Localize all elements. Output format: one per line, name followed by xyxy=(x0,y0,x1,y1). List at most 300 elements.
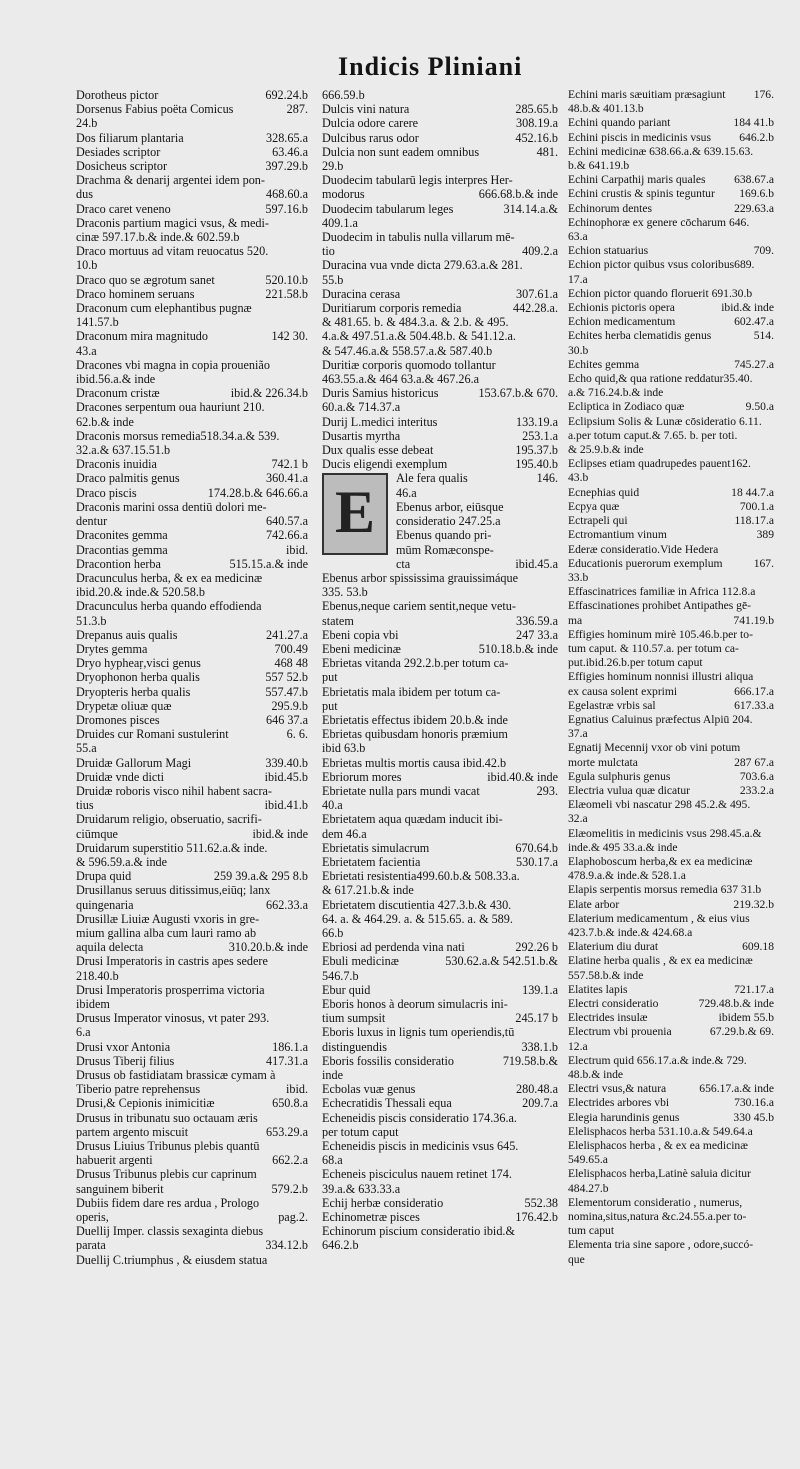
index-entry-line xyxy=(76,258,308,272)
index-entry-line xyxy=(76,1111,308,1125)
index-entry-reference: 167. xyxy=(753,556,774,570)
index-entry-text: 33.b xyxy=(568,570,589,584)
index-entry-line xyxy=(322,912,558,926)
index-entry-reference: 186.1.a xyxy=(272,1039,308,1054)
index-entry-line xyxy=(76,599,308,613)
index-entry-reference: 719.58.b.& xyxy=(502,1053,558,1068)
index-entry-line xyxy=(568,614,774,628)
index-entry-line xyxy=(568,926,774,940)
index-entry-text: Electrum quid 656.17.a.& inde.& 729. xyxy=(568,1053,747,1067)
index-entry-text: Duracina vua vnde dicta 279.63.a.& 281. xyxy=(322,258,523,273)
index-entry-line xyxy=(568,457,774,471)
index-entry-text: Draconis marini ossa dentiū dolori me- xyxy=(76,499,267,514)
index-entry-reference: 666.17.a xyxy=(734,684,774,698)
index-entry-text: Draconis partium magici vsus, & medi- xyxy=(76,215,269,230)
index-entry-reference: 308.19.a xyxy=(516,116,558,131)
index-entry-text: Duellij C.triumphus , & eiusdem statua xyxy=(76,1252,268,1267)
index-entry-line xyxy=(322,131,558,145)
index-entry-text: per totum caput xyxy=(322,1124,399,1139)
index-entry-line xyxy=(322,329,558,343)
index-entry-line xyxy=(568,528,774,542)
index-entry-text: Druidarum superstitio 511.62.a.& inde. xyxy=(76,840,268,855)
index-entry-line xyxy=(568,1096,774,1110)
index-entry-text: Duritiæ corporis quomodo tollantur xyxy=(322,357,496,372)
index-entry-text: 37.a xyxy=(568,727,588,741)
index-entry-line xyxy=(568,855,774,869)
index-entry-text: ciūmque xyxy=(76,826,118,841)
index-entry-text: & 596.59.a.& inde xyxy=(76,854,168,869)
index-entry-text: Dracunculus herba quando effodienda xyxy=(76,599,262,614)
index-entry-line xyxy=(568,1153,774,1167)
index-entry-text: mūm Romæconspe- xyxy=(396,542,494,557)
index-entry-text: 463.55.a.& 464 63.a.& 467.26.a xyxy=(322,372,480,387)
index-entry-line xyxy=(322,1068,558,1082)
index-entry-line xyxy=(322,642,558,656)
index-entry-line xyxy=(568,244,774,258)
index-entry-line xyxy=(322,287,558,301)
index-entry-line xyxy=(76,415,308,429)
index-entry-text: Dracontias gemma xyxy=(76,542,168,557)
index-entry-line xyxy=(322,954,558,968)
index-entry-text: b.& 641.19.b xyxy=(568,159,630,173)
index-entry-text: Draconis inuidia xyxy=(76,457,157,472)
index-entry-line xyxy=(76,756,308,770)
index-entry-line xyxy=(76,273,308,287)
index-entry-text: Echini maris sæuitiam præsagiunt xyxy=(568,88,726,101)
index-entry-text: 666.59.b xyxy=(322,88,365,102)
index-entry-line xyxy=(76,400,308,414)
index-entry-text: Ecbolas vuæ genus xyxy=(322,1082,416,1097)
index-entry-line xyxy=(76,770,308,784)
index-entry-text: 557.58.b.& inde xyxy=(568,968,644,982)
index-entry-line xyxy=(568,187,774,201)
index-entry-text: Educationis puerorum exemplum xyxy=(568,556,723,570)
index-entry-text: Draco quo se ægrotum sanet xyxy=(76,272,215,287)
index-entry-reference: 557 52.b xyxy=(265,670,308,685)
index-entry-line xyxy=(568,329,774,343)
index-entry-line xyxy=(76,329,308,343)
index-entry-line xyxy=(568,713,774,727)
index-entry-line xyxy=(568,1025,774,1039)
index-entry-reference: 330 45.b xyxy=(733,1110,774,1124)
index-entry-line xyxy=(322,883,558,897)
index-entry-reference: 133.19.a xyxy=(516,414,558,429)
index-entry-line xyxy=(76,926,308,940)
index-entry-line xyxy=(76,528,308,542)
index-entry-line xyxy=(322,372,558,386)
index-entry-reference: 597.16.b xyxy=(265,201,308,216)
index-entry-line xyxy=(322,1082,558,1096)
index-entry-line xyxy=(568,969,774,983)
index-entry-text: Elaterium medicamentum , & eius vius xyxy=(568,911,750,925)
index-entry-line xyxy=(76,841,308,855)
index-entry-reference: 153.67.b.& 670. xyxy=(478,386,558,401)
index-entry-text: Eboris luxus in lignis tum operiendis,tū xyxy=(322,1025,515,1040)
index-entry-text: tium sumpsit xyxy=(322,1011,386,1026)
index-entry-line xyxy=(322,812,558,826)
index-column-3 xyxy=(568,88,774,1267)
index-entry-text: 17.a xyxy=(568,272,588,286)
index-entry-line xyxy=(568,415,774,429)
index-entry-reference: 442.28.a. xyxy=(512,301,558,316)
index-entry-line xyxy=(568,230,774,244)
index-entry-line xyxy=(568,344,774,358)
index-entry-line xyxy=(568,1111,774,1125)
index-entry-text: 40.a xyxy=(322,798,343,813)
index-entry-text: Dracones serpentum oua hauriunt 210. xyxy=(76,400,265,415)
index-entry-line xyxy=(322,784,558,798)
index-entry-line xyxy=(568,159,774,173)
index-entry-reference: 409.2.a xyxy=(522,244,558,259)
index-entry-line xyxy=(568,557,774,571)
index-entry-line xyxy=(568,940,774,954)
index-entry-reference: 253.1.a xyxy=(522,428,558,443)
index-entry-line xyxy=(568,1196,774,1210)
index-entry-text: Echecratidis Thessali equa xyxy=(322,1096,452,1111)
index-entry-text: Dubiis fidem dare res ardua , Prologo xyxy=(76,1195,260,1210)
index-entry-line xyxy=(568,88,774,102)
index-entry-line xyxy=(76,1153,308,1167)
index-entry-line xyxy=(76,983,308,997)
index-entry-line xyxy=(568,287,774,301)
index-entry-text: Drusi Imperatoris in castris apes sedere xyxy=(76,954,268,969)
index-entry-line xyxy=(568,670,774,684)
index-entry-reference: ibid.& 226.34.b xyxy=(230,386,308,401)
index-entry-reference: 552.38 xyxy=(524,1195,558,1210)
index-entry-text: Draco hominem seruans xyxy=(76,286,195,301)
index-entry-reference: 530.62.a.& 542.51.b.& xyxy=(445,954,558,969)
index-entry-text: 335. 53.b xyxy=(322,585,368,600)
index-entry-reference: 169.6.b xyxy=(739,187,774,201)
index-entry-text: tum caput xyxy=(568,1224,615,1238)
index-entry-reference: 118.17.a xyxy=(734,514,774,528)
index-entry-line xyxy=(76,88,308,102)
index-entry-text: Ebrietatem discutientia 427.3.b.& 430. xyxy=(322,897,512,912)
index-entry-reference: 703.6.a xyxy=(739,769,774,783)
index-entry-line xyxy=(76,1025,308,1039)
index-entry-line xyxy=(76,997,308,1011)
index-entry-text: Effigies hominum mirè 105.46.b.per to- xyxy=(568,627,753,641)
index-entry-text: parata xyxy=(76,1238,106,1253)
index-entry-text: 24.b xyxy=(76,116,98,131)
index-entry-line xyxy=(322,1196,558,1210)
index-entry-line xyxy=(568,1139,774,1153)
index-entry-text: statem xyxy=(322,613,354,628)
index-entry-line xyxy=(76,699,308,713)
index-column-2 xyxy=(322,88,558,1253)
index-entry-line xyxy=(322,415,558,429)
index-entry-line xyxy=(322,741,558,755)
index-entry-text: Drytes gemma xyxy=(76,641,148,656)
index-entry-text: & 547.46.a.& 558.57.a.& 587.40.b xyxy=(322,343,493,358)
index-entry-reference: ibid.40.& inde xyxy=(487,769,558,784)
index-entry-line xyxy=(76,954,308,968)
index-entry-line xyxy=(568,1224,774,1238)
index-entry-text: 423.7.b.& inde.& 424.68.a xyxy=(568,925,693,939)
index-entry-text: Ebrietatem aqua quædam inducit ibi- xyxy=(322,812,503,827)
index-entry-line xyxy=(322,1182,558,1196)
index-entry-line xyxy=(322,457,558,471)
index-entry-line xyxy=(322,869,558,883)
index-entry-text: Echeneidis piscis in medicinis vsus 645. xyxy=(322,1139,519,1154)
index-entry-text: Drupa quid xyxy=(76,869,132,884)
index-entry-reference: 520.10.b xyxy=(265,272,308,287)
index-entry-text: 48.b.& 401.13.b xyxy=(568,102,644,116)
index-entry-line xyxy=(322,1096,558,1110)
index-entry-text: Dulcibus rarus odor xyxy=(322,130,419,145)
index-entry-text: Ebriosi ad perdenda vina nati xyxy=(322,940,465,955)
index-entry-reference: 195.40.b xyxy=(515,457,558,472)
index-entry-line xyxy=(76,656,308,670)
index-entry-text: Egula sulphuris genus xyxy=(568,769,671,783)
index-entry-line xyxy=(76,344,308,358)
index-entry-line xyxy=(568,1011,774,1025)
index-entry-text: Duodecim in tabulis nulla villarum mē- xyxy=(322,230,515,245)
index-entry-line xyxy=(76,372,308,386)
index-entry-text: Dusartis myrtha xyxy=(322,428,401,443)
index-entry-reference: 579.2.b xyxy=(271,1181,308,1196)
index-entry-reference: 514. xyxy=(753,329,774,343)
index-entry-reference: 700.1.a xyxy=(739,499,774,513)
index-entry-text: ibid.20.& inde.& 520.58.b xyxy=(76,585,205,600)
index-entry-reference: 729.48.b.& inde xyxy=(698,997,774,1010)
index-entry-line xyxy=(568,216,774,230)
index-entry-text: Draco piscis xyxy=(76,485,137,500)
index-entry-line xyxy=(322,1167,558,1181)
index-entry-reference: 146. xyxy=(536,471,558,486)
index-entry-text: Ebrietas multis mortis causa ibid.42.b xyxy=(322,755,507,770)
index-entry-line xyxy=(76,230,308,244)
index-entry-line xyxy=(76,571,308,585)
index-entry-line xyxy=(568,827,774,841)
index-entry-line xyxy=(568,784,774,798)
index-entry-text: 30.b xyxy=(568,343,589,357)
index-entry-line xyxy=(322,1040,558,1054)
index-entry-line xyxy=(568,841,774,855)
index-entry-text: 29.b xyxy=(322,159,344,174)
index-entry-line xyxy=(568,1210,774,1224)
index-entry-line xyxy=(322,557,558,571)
index-entry-text: & 481.65. b. & 484.3.a. & 2.b. & 495. xyxy=(322,315,509,330)
index-entry-reference: 280.48.a xyxy=(516,1082,558,1097)
index-entry-text: Dryopteris herba qualis xyxy=(76,684,191,699)
index-entry-line xyxy=(322,940,558,954)
index-entry-line xyxy=(322,997,558,1011)
index-entry-text: Elementa tria sine sapore , odore,succó- xyxy=(568,1238,754,1252)
index-entry-reference: 557.47.b xyxy=(265,684,308,699)
index-entry-line xyxy=(568,1167,774,1181)
index-entry-text: 66.b xyxy=(322,925,344,940)
index-entry-text: Elelisphacos herba,Latinè saluia dicitur xyxy=(568,1167,751,1181)
index-entry-reference: 360.41.a xyxy=(266,471,308,486)
index-entry-text: 60.a.& 714.37.a xyxy=(322,400,401,415)
index-entry-reference: ibid.& inde xyxy=(252,826,308,841)
index-entry-text: Electri consideratio xyxy=(568,997,659,1010)
index-entry-text: Ebenus arbor, eiūsque xyxy=(396,499,504,514)
index-entry-text: Dulcis vini natura xyxy=(322,102,410,117)
index-entry-text: Echion pictor quando floruerit 691.30.b xyxy=(568,286,753,300)
index-entry-reference: 397.29.b xyxy=(265,159,308,174)
index-entry-text: & 617.21.b.& inde xyxy=(322,883,414,898)
index-entry-text: Eboris fossilis consideratio xyxy=(322,1053,455,1068)
index-entry-text: Echo quid,& qua ratione reddatur35.40. xyxy=(568,372,753,386)
index-entry-text: Draconum mira magnitudo xyxy=(76,329,208,344)
index-entry-line xyxy=(322,173,558,187)
index-column-1 xyxy=(76,88,308,1267)
index-entry-text: Ebuli medicinæ xyxy=(322,954,399,969)
index-entry-text: Dorsenus Fabius poëta Comicus xyxy=(76,102,234,117)
index-entry-line xyxy=(568,571,774,585)
index-entry-text: put.ibid.26.b.per totum caput xyxy=(568,656,703,670)
index-entry-line xyxy=(322,301,558,315)
index-entry-line xyxy=(568,1125,774,1139)
index-entry-text: Electrum vbi prouenia xyxy=(568,1025,672,1039)
index-entry-text: inde.& 495 33.a.& inde xyxy=(568,840,678,854)
index-entry-text: Dulcia odore carere xyxy=(322,116,419,131)
index-entry-text: Druidæ vnde dicti xyxy=(76,769,165,784)
index-entry-line xyxy=(322,599,558,613)
index-entry-text: Ebrietatis effectus ibidem 20.b.& inde xyxy=(322,712,508,727)
index-entry-text: 484.27.b xyxy=(568,1181,609,1195)
index-entry-line xyxy=(322,116,558,130)
index-entry-reference: ibid.45.a xyxy=(515,556,558,571)
index-entry-text: Duodecim tabularū legis interpres Her- xyxy=(322,173,513,188)
index-entry-reference: 709. xyxy=(753,244,774,258)
index-entry-line xyxy=(568,727,774,741)
index-entry-text: Dromones pisces xyxy=(76,712,160,727)
index-entry-line xyxy=(322,1025,558,1039)
index-entry-reference: 184 41.b xyxy=(733,116,774,130)
index-entry-reference: 285.65.b xyxy=(515,102,558,117)
index-entry-text: Druidæ roboris visco nihil habent sacra- xyxy=(76,783,272,798)
index-entry-text: Dryophonon herba qualis xyxy=(76,670,200,685)
index-entry-line xyxy=(568,983,774,997)
index-entry-text: Drusus Liuius Tribunus plebis quantū xyxy=(76,1139,260,1154)
index-entry-text: tius xyxy=(76,798,94,813)
index-entry-text: 55.b xyxy=(322,272,344,287)
index-entry-text: Drusillæ Liuiæ Augusti vxoris in gre- xyxy=(76,911,260,926)
index-entry-line xyxy=(76,102,308,116)
index-entry-text: Drusus ob fastidiatam brassicæ cymam à xyxy=(76,1068,276,1083)
index-entry-text: 478.9.a.& inde.& 528.1.a xyxy=(568,869,686,883)
index-entry-reference: 417.31.a xyxy=(266,1053,308,1068)
index-entry-line xyxy=(76,514,308,528)
index-entry-text: Effascinationes prohibet Antipathes gē- xyxy=(568,599,751,613)
index-entry-text: & 25.9.b.& inde xyxy=(568,443,644,457)
index-entry-text: Elæomeli vbi nascatur 298 45.2.& 495. xyxy=(568,798,751,812)
index-entry-text: Duracina cerasa xyxy=(322,286,401,301)
index-entry-text: Ebur quid xyxy=(322,982,371,997)
index-entry-line xyxy=(76,187,308,201)
index-entry-text: quingenaria xyxy=(76,897,134,912)
index-entry-text: 546.7.b xyxy=(322,968,359,983)
index-entry-reference: 63.46.a xyxy=(272,144,308,159)
index-entry-text: 51.3.b xyxy=(76,613,107,628)
index-entry-text: cta xyxy=(396,556,411,571)
index-entry-reference: 389 xyxy=(756,528,774,542)
index-entry-line xyxy=(322,400,558,414)
index-entry-text: Drypetæ oliuæ quæ xyxy=(76,698,172,713)
index-entry-reference: 334.12.b xyxy=(265,1238,308,1253)
index-entry-reference: 468 48 xyxy=(274,656,308,671)
index-entry-text: Ecnephias quid xyxy=(568,485,640,499)
index-entry-reference: 609.18 xyxy=(742,940,774,954)
index-entry-reference: ibidem 55.b xyxy=(718,1011,774,1025)
index-entry-line xyxy=(322,827,558,841)
index-entry-reference: 653.29.a xyxy=(266,1124,308,1139)
index-entry-reference: 241.27.a xyxy=(266,627,308,642)
index-entry-line xyxy=(322,344,558,358)
index-entry-text: Ebenus,neque cariem sentit,neque vetu- xyxy=(322,599,516,614)
index-entry-line xyxy=(76,940,308,954)
initial-block xyxy=(322,471,558,570)
index-entry-text: put xyxy=(322,698,338,713)
index-entry-line xyxy=(76,713,308,727)
index-entry-line xyxy=(568,685,774,699)
index-entry-line xyxy=(76,358,308,372)
index-entry-line xyxy=(76,1182,308,1196)
index-entry-text: Dryo hypheaṛ,visci genus xyxy=(76,656,201,671)
index-entry-line xyxy=(568,741,774,755)
index-entry-reference: 468.60.a xyxy=(266,187,308,202)
index-entry-line xyxy=(76,1125,308,1139)
index-entry-text: que xyxy=(568,1252,585,1266)
index-entry-line xyxy=(76,741,308,755)
index-entry-line xyxy=(76,912,308,926)
index-entry-line xyxy=(76,642,308,656)
index-entry-text: Egelastræ vrbis sal xyxy=(568,698,656,712)
index-entry-reference: 139.1.a xyxy=(522,982,558,997)
index-entry-line xyxy=(322,983,558,997)
index-entry-text: Drepanus auis qualis xyxy=(76,627,178,642)
index-entry-line xyxy=(76,457,308,471)
index-entry-line xyxy=(322,202,558,216)
index-entry-text: 218.40.b xyxy=(76,968,119,983)
index-entry-text: Egnatij Mecennij vxor ob vini potum xyxy=(568,741,741,755)
index-entry-line xyxy=(322,1210,558,1224)
index-entry-reference: 328.65.a xyxy=(266,130,308,145)
index-entry-text: Echites herba clematidis genus xyxy=(568,329,712,343)
index-entry-line xyxy=(568,471,774,485)
index-entry-text: Draconites gemma xyxy=(76,528,168,543)
index-entry-text: sanguinem biberit xyxy=(76,1181,164,1196)
index-entry-reference: 530.17.a xyxy=(516,854,558,869)
index-entry-text: Druidarum religio, obseruatio, sacrifi- xyxy=(76,812,262,827)
index-entry-text: Durij L.medici interitus xyxy=(322,414,438,429)
index-entry-text: Ebenus arbor spississima grauissimáque xyxy=(322,570,518,585)
index-entry-line xyxy=(568,1253,774,1267)
index-entry-line xyxy=(568,883,774,897)
index-entry-text: Echini piscis in medicinis vsus xyxy=(568,130,711,144)
index-entry-line xyxy=(322,756,558,770)
index-entry-line xyxy=(568,954,774,968)
index-entry-reference: 650.8.a xyxy=(272,1096,308,1111)
index-entry-line xyxy=(76,244,308,258)
index-entry-text: Ebrietatem facientia xyxy=(322,854,421,869)
index-entry-reference: 195.37.b xyxy=(515,443,558,458)
index-entry-line xyxy=(322,273,558,287)
index-entry-text: Draconum cristæ xyxy=(76,386,160,401)
index-entry-line xyxy=(76,1224,308,1238)
index-entry-text: ex causa solent exprimi xyxy=(568,684,678,698)
index-entry-text: Ebrietatis simulacrum xyxy=(322,840,430,855)
index-entry-text: inde xyxy=(322,1068,343,1083)
index-entry-text: Drusus Tribunus plebis cur caprinum xyxy=(76,1167,257,1182)
index-entry-line xyxy=(76,1054,308,1068)
index-entry-reference: 18 44.7.a xyxy=(731,485,774,499)
index-entry-reference: 310.20.b.& inde xyxy=(228,940,308,955)
index-entry-text: tum caput. & 110.57.a. per totum ca- xyxy=(568,641,739,655)
